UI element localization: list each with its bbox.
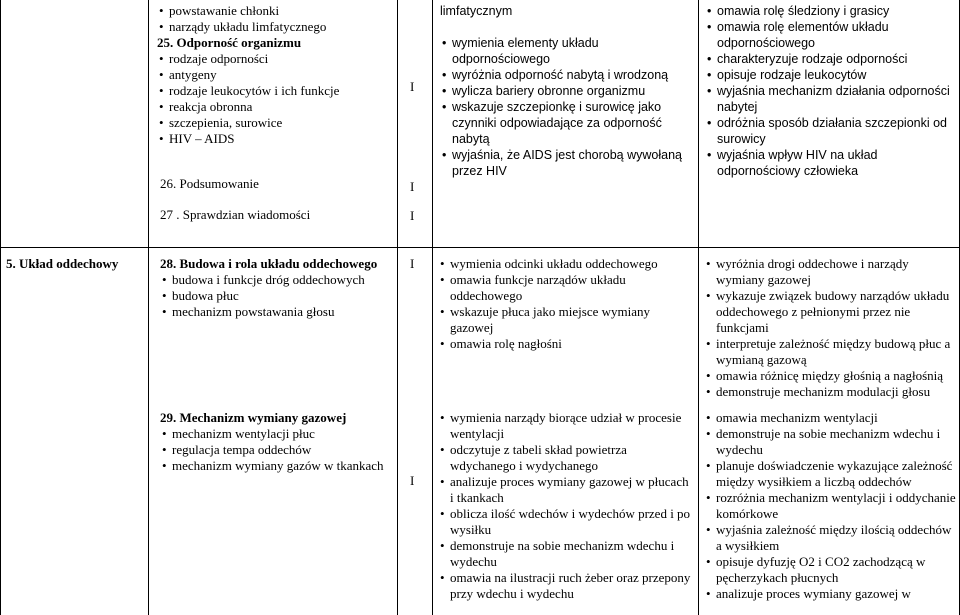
lesson-title: 27 . Sprawdzian wiadomości (160, 207, 311, 222)
list-item: • mechanizm powstawania głosu (160, 304, 393, 320)
list-item: • odczytuje z tabeli skład powietrza wdychanego i wydychanego (438, 442, 694, 474)
list-item: • wskazuje płuca jako miejsce wymiany gazowej (438, 304, 694, 336)
list-item: • wyróżnia drogi oddechowe i narządy wymiany gazowej (704, 256, 956, 288)
list-item: • mechanizm wymiany gazów w tkankach (160, 458, 393, 474)
list-item: • demonstruje na sobie mechanizm wdechu i wydechu (704, 426, 956, 458)
table-border-left (0, 0, 1, 615)
list-item: • omawia na ilustracji ruch żeber oraz przepony przy wdechu i wydechu (438, 570, 694, 602)
list-item: • omawia rolę nagłośni (438, 336, 694, 352)
list-item: • charakteryzuje rodzaje odporności (705, 51, 953, 67)
column-divider-2 (397, 0, 398, 615)
list-item: • wymienia narządy biorące udział w procesie wentylacji (438, 410, 694, 442)
extended-requirements-cell-block2 (704, 256, 956, 400)
list-item: • rozróżnia mechanizm wentylacji i oddychanie komórkowe (704, 490, 956, 522)
list-item: • rodzaje odporności (157, 51, 393, 67)
list-item: • omawia mechanizm wentylacji (704, 410, 956, 426)
list-item: • omawia rolę śledziony i grasicy (705, 3, 953, 19)
basic-requirements-cell-block3 (438, 410, 694, 602)
level-marker: I (410, 473, 415, 488)
list-item: • wymienia odcinki układu oddechowego (438, 256, 694, 272)
lesson-title: 28. Budowa i rola układu oddechowego (160, 256, 378, 271)
list-item: • wylicza bariery obronne organizmu (440, 83, 692, 99)
list-item: • regulacja tempa oddechów (160, 442, 393, 458)
lesson-title: 29. Mechanizm wymiany gazowej (160, 410, 347, 425)
list-item: • reakcja obronna (157, 99, 393, 115)
extended-requirements-cell-block1 (705, 3, 953, 179)
list-item: • wyjaśnia, że AIDS jest chorobą wywołaną przez HIV (440, 147, 692, 179)
list-item: • omawia różnicę między głośnią a nagłośnią (704, 368, 956, 384)
level-marker: I (410, 179, 415, 194)
list-item: • wskazuje szczepionkę i surowicę jako czynniki odpowiadające za odporność nabytą (440, 99, 692, 147)
list-item: • antygeny (157, 67, 393, 83)
list-item: • omawia rolę elementów układu odpornościowego (705, 19, 953, 51)
lesson-title: 26. Podsumowanie (160, 176, 259, 191)
topics-cell-block2 (160, 256, 393, 320)
section-title: 5. Układ oddechowy (6, 256, 119, 271)
topics-cell-block3 (160, 410, 393, 474)
column-divider-3 (432, 0, 433, 615)
list-item: • budowa płuc (160, 288, 393, 304)
basic-requirements-cell-block1 (440, 3, 692, 179)
topics-cell-block1 (157, 3, 393, 147)
extended-requirements-cell-block3 (704, 410, 956, 602)
list-item: • rodzaje leukocytów i ich funkcje (157, 83, 393, 99)
list-item: • planuje doświadczenie wykazujące zależność między wysiłkiem a liczbą oddechów (704, 458, 956, 490)
level-marker: I (410, 79, 415, 94)
list-item: • mechanizm wentylacji płuc (160, 426, 393, 442)
list-item: • odróżnia sposób działania szczepionki od surowicy (705, 115, 953, 147)
list-item: • HIV – AIDS (157, 131, 393, 147)
list-item: • opisuje dyfuzję O2 i CO2 zachodzącą w pęcherzykach płucnych (704, 554, 956, 586)
list-item: • demonstruje mechanizm modulacji głosu (704, 384, 956, 400)
list-item: • demonstruje na sobie mechanizm wdechu i wydechu (438, 538, 694, 570)
list-item: • interpretuje zależność między budową płuc a wymianą gazową (704, 336, 956, 368)
list-item: • powstawanie chłonki (157, 3, 393, 19)
list-item: • szczepienia, surowice (157, 115, 393, 131)
basic-requirements-lead: limfatycznym (440, 4, 513, 18)
list-item: • omawia funkcje narządów układu oddechowego (438, 272, 694, 304)
list-item: • budowa i funkcje dróg oddechowych (160, 272, 393, 288)
list-item: • wymienia elementy układu odpornościowego (440, 35, 692, 67)
column-divider-4 (698, 0, 699, 615)
list-item: • wykazuje związek budowy narządów układu oddechowego z pełnionymi przez nie funkcjami (704, 288, 956, 336)
list-item: • wyjaśnia mechanizm działania odporności nabytej (705, 83, 953, 115)
list-item: • oblicza ilość wdechów i wydechów przed i po wysiłku (438, 506, 694, 538)
lesson-title: 25. Odporność organizmu (157, 35, 302, 50)
level-marker: I (410, 256, 415, 271)
basic-requirements-cell-block2 (438, 256, 694, 352)
list-item: • wyjaśnia zależność między ilością oddechów a wysiłkiem (704, 522, 956, 554)
list-item: • opisuje rodzaje leukocytów (705, 67, 953, 83)
list-item: • narządy układu limfatycznego (157, 19, 393, 35)
list-item: • analizuje proces wymiany gazowej w (704, 586, 956, 602)
list-item: • wyróżnia odporność nabytą i wrodzoną (440, 67, 692, 83)
list-item: • wyjaśnia wpływ HIV na układ odpornościowy człowieka (705, 147, 953, 179)
list-item: • analizuje proces wymiany gazowej w płucach i tkankach (438, 474, 694, 506)
row-divider-1 (0, 247, 960, 248)
column-divider-1 (148, 0, 149, 615)
level-marker: I (410, 208, 415, 223)
